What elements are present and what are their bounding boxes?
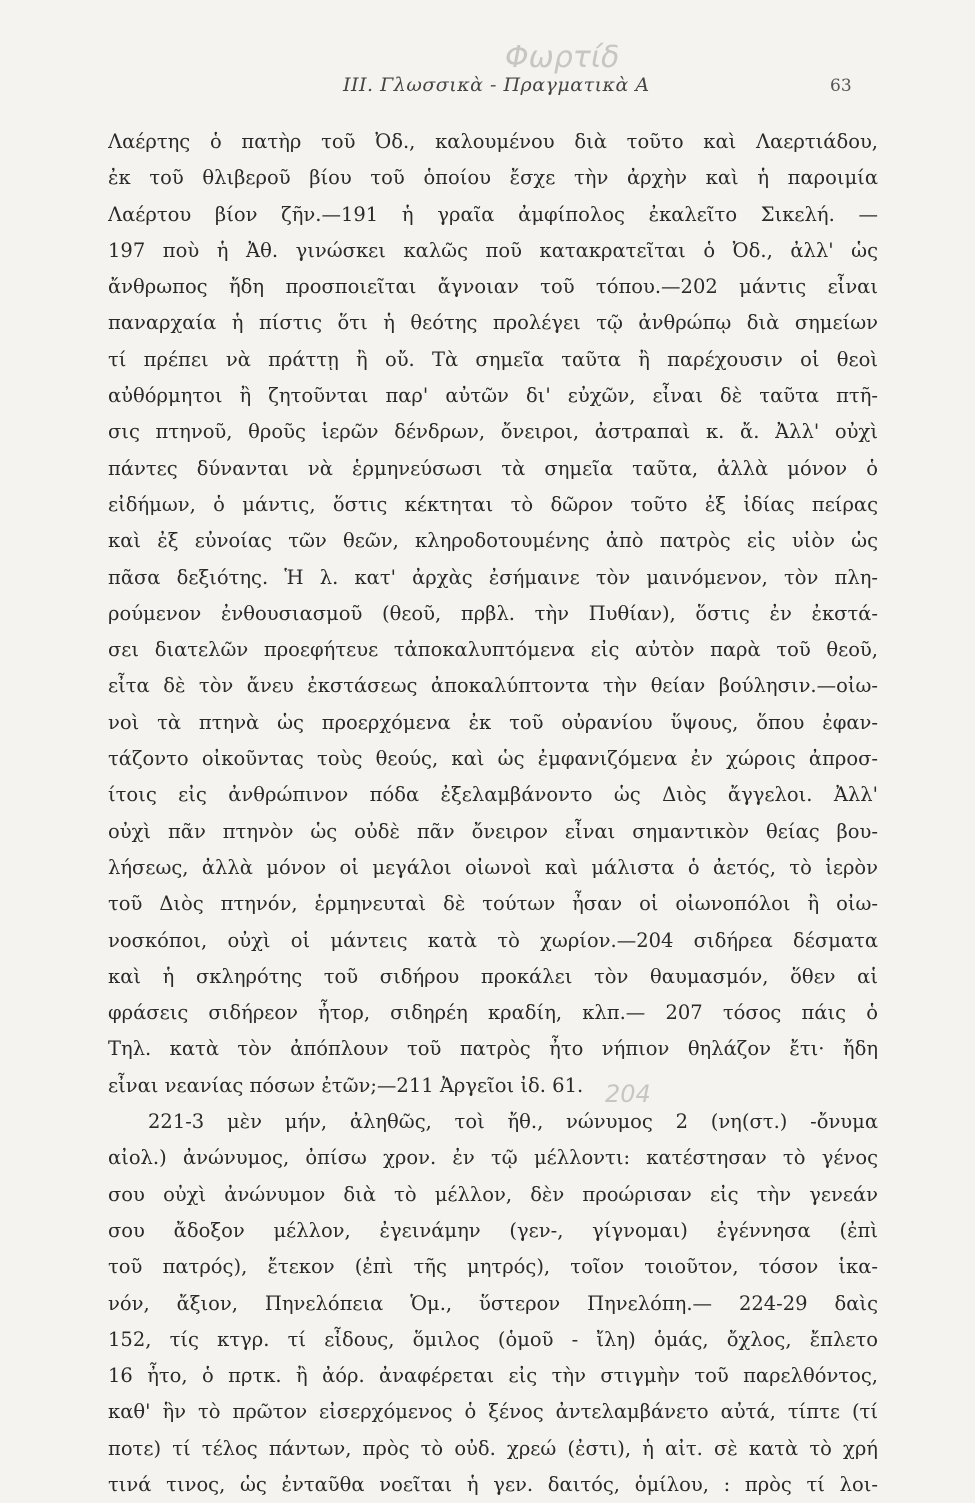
text-line: τοῦ πατρός), ἔτεκον (ἐπὶ τῆς μητρός), τοῖον τοιοῦτον, τόσον ἱκα- — [108, 1255, 878, 1279]
text-line: Λαέρτου βίον ζῆν.—191 ἡ γραῖα ἀμφίπολος ἐκαλεῖτο Σικελή. — — [108, 202, 878, 226]
pencil-annotation-middle: 204 — [605, 1080, 651, 1108]
text-line: καθ' ἣν τὸ πρῶτον εἰσερχόμενος ὁ ξένος ἀντελαμβάνετο αὐτά, τίπτε (τί — [108, 1400, 878, 1424]
text-line: αἰολ.) ἀνώνυμος, ὀπίσω χρον. ἐν τῷ μέλλοντι: κατέστησαν τὸ γένος — [108, 1146, 878, 1170]
text-line: σου ἄδοξον μέλλον, ἐγεινάμην (γεν-, γίγνομαι) ἐγέννησα (ἐπὶ — [108, 1218, 878, 1242]
text-line: νοὶ τὰ πτηνὰ ὡς προερχόμενα ἐκ τοῦ οὐρανίου ὕψους, ὅπου ἐφαν- — [108, 710, 878, 734]
running-header: III. Γλωσσικὰ - Πραγματικὰ Α — [343, 74, 650, 96]
text-line: Λαέρτης ὁ πατὴρ τοῦ Ὀδ., καλουμένου διὰ τοῦτο καὶ Λαερτιάδου, — [108, 130, 878, 153]
text-line: παναρχαία ἡ πίστις ὅτι ἡ θεότης προλέγει τῷ ἀνθρώπῳ διὰ σημείων — [108, 311, 878, 335]
text-line: εἶναι νεανίας πόσων ἐτῶν;—211 Ἀργεῖοι ἰδ. 61. — [108, 1073, 584, 1097]
text-line: 16 ἦτο, ὁ πρτκ. ἢ ἀόρ. ἀναφέρεται εἰς τὴν στιγμὴν τοῦ παρελθόντος, — [108, 1364, 878, 1388]
text-line: τινά τινος, ὡς ἐνταῦθα νοεῖται ἡ γεν. δαιτός, ὁμίλου, : πρὸς τί λοι- — [108, 1472, 878, 1496]
text-line: σει διατελῶν προεφήτευε τἀποκαλυπτόμενα εἰς αὐτὸν παρὰ τοῦ θεοῦ, — [108, 638, 878, 662]
text-line: 152, τίς κτγρ. τί εἶδους, ὅμιλος (ὁμοῦ - ἴλη) ὁμάς, ὄχλος, ἔπλετο — [108, 1327, 878, 1351]
text-line: οὐχὶ πᾶν πτηνὸν ὡς οὐδὲ πᾶν ὄνειρον εἶναι σημαντικὸν θείας βου- — [108, 819, 878, 843]
text-line: ἄνθρωπος ἤδη προσποιεῖται ἄγνοιαν τοῦ τόπου.—202 μάντις εἶναι — [108, 275, 878, 299]
text-line: 197 ποὺ ἡ Ἀθ. γινώσκει καλῶς ποῦ κατακρατεῖται ὁ Ὀδ., ἀλλ' ὡς — [108, 238, 878, 262]
text-line: ρούμενον ἐνθουσιασμοῦ (θεοῦ, πρβλ. τὴν Πυθίαν), ὅστις ἐν ἐκστά- — [108, 601, 878, 625]
text-line: πᾶσα δεξιότης. Ἡ λ. κατ' ἀρχὰς ἐσήμαινε τὸν μαινόμενον, τὸν πλη- — [108, 565, 878, 589]
page-number: 63 — [830, 76, 852, 96]
text-line: λήσεως, ἀλλὰ μόνον οἱ μεγάλοι οἰωνοὶ καὶ μάλιστα ὁ ἀετός, τὸ ἱερὸν — [108, 855, 878, 879]
text-line: φράσεις σιδήρεον ἦτορ, σιδηρέη κραδίη, κλπ.— 207 τόσος πάις ὁ — [108, 1001, 878, 1025]
text-line: τοῦ Διὸς πτηνόν, ἑρμηνευταὶ δὲ τούτων ἦσαν οἱ οἰωνοπόλοι ἢ οἰω- — [108, 892, 878, 916]
text-line: καὶ ἐξ εὐνοίας τῶν θεῶν, κληροδοτουμένης ἀπὸ πατρὸς εἰς υἱὸν ὡς — [108, 529, 878, 553]
text-line: ίτοις εἰς ἀνθρώπινον πόδα ἐξελαμβάνοντο ὡς Διὸς ἄγγελοι. Ἀλλ' — [108, 783, 878, 807]
text-line: Τηλ. κατὰ τὸν ἀπόπλουν τοῦ πατρὸς ἦτο νήπιον θηλάζον ἔτι· ἤδη — [108, 1037, 878, 1061]
text-line: ἐκ τοῦ θλιβεροῦ βίου τοῦ ὁποίου ἔσχε τὴν ἀρχὴν καὶ ἡ παροιμία — [108, 166, 878, 190]
text-line: νόν, ἄξιον, Πηνελόπεια Ὁμ., ὕστερον Πηνελόπη.— 224-29 δαὶς — [108, 1291, 878, 1315]
pencil-annotation-top: Φωρτίδ — [505, 40, 620, 75]
text-line: ποτε) τί τέλος πάντων, πρὸς τὸ οὐδ. χρεώ (ἐστι), ἡ αἰτ. σὲ κατὰ τὸ χρή — [108, 1436, 878, 1460]
text-line: σις πτηνοῦ, θροῦς ἱερῶν δένδρων, ὄνειροι, ἀστραπαὶ κ. ἄ. Ἀλλ' οὐχὶ — [108, 420, 878, 444]
text-line: σου οὐχὶ ἀνώνυμον διὰ τὸ μέλλον, δὲν προώρισαν εἰς τὴν γενεάν — [108, 1182, 878, 1206]
body-text — [108, 124, 878, 1503]
text-line: νοσκόποι, οὐχὶ οἱ μάντεις κατὰ τὸ χωρίον.—204 σιδήρεα δέσματα — [108, 928, 878, 952]
text-line: τί πρέπει νὰ πράττῃ ἢ οὔ. Τὰ σημεῖα ταῦτα ἢ παρέχουσιν οἱ θεοὶ — [108, 347, 878, 371]
text-line: πάντες δύνανται νὰ ἑρμηνεύσωσι τὰ σημεῖα ταῦτα, ἀλλὰ μόνον ὁ — [108, 456, 878, 480]
text-line: αὐθόρμητοι ἢ ζητοῦνται παρ' αὐτῶν δι' εὐχῶν, εἶναι δὲ ταῦτα πτῆ- — [108, 384, 878, 408]
text-line: 221-3 μὲν μήν, ἀληθῶς, τοὶ ἤθ., νώνυμος 2 (νη(στ.) -ὄνυμα — [148, 1110, 878, 1134]
text-line: εἶτα δὲ τὸν ἄνευ ἐκστάσεως ἀποκαλύπτοντα τὴν θείαν βούλησιν.—οἰω- — [108, 674, 878, 698]
text-line: τάζοντο οἰκοῦντας τοὺς θεούς, καὶ ὡς ἐμφανιζόμενα ἐν χώροις ἀπροσ- — [108, 747, 878, 771]
text-line: καὶ ἡ σκληρότης τοῦ σιδήρου προκάλει τὸν θαυμασμόν, ὅθεν αἱ — [108, 964, 878, 988]
text-line: εἰδήμων, ὁ μάντις, ὅστις κέκτηται τὸ δῶρον τοῦτο ἐξ ἰδίας πείρας — [108, 492, 878, 516]
